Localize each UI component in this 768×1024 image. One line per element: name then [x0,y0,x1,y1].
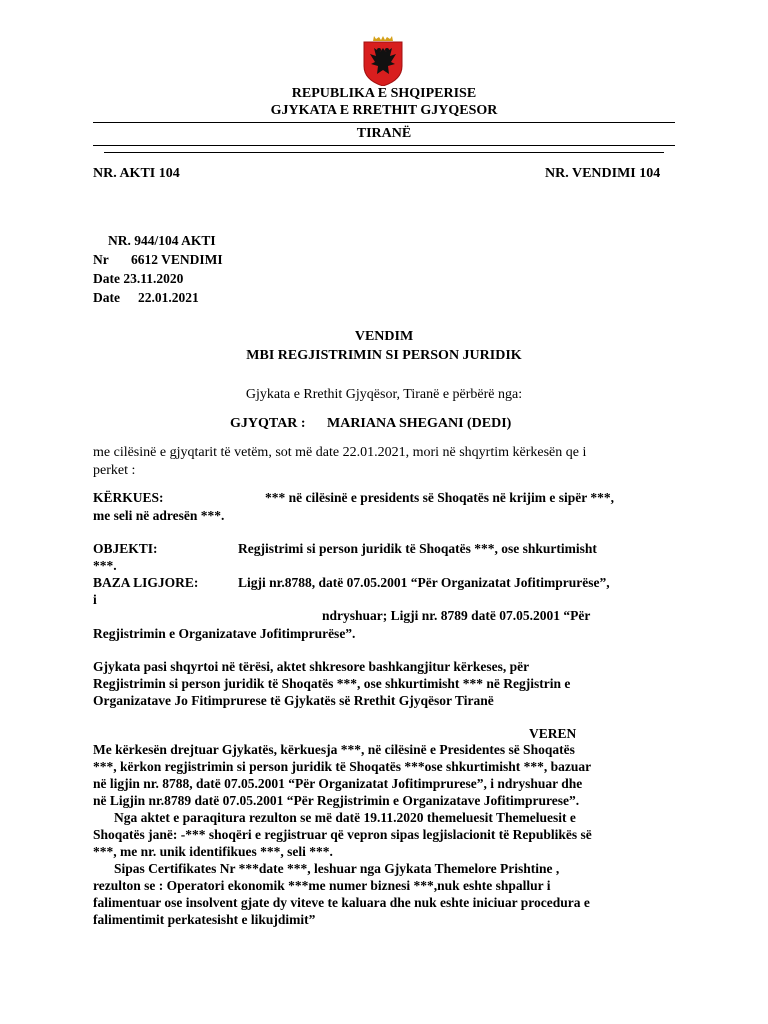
veren-p1-line-1: Me kërkesën drejtuar Gjykatës, kërkuesja ***, në cilësinë e Presidentes së Shoqatës [93,742,575,757]
header-republic: REPUBLIKA E SHQIPERISE [291,86,477,101]
baza-line-1: Ligji nr.8788, datë 07.05.2001 “Për Organizatat Jofitimprurëse”, [238,575,610,590]
kerkues-line-1: *** në cilësinë e presidents së Shoqatës në krijim e sipër ***, [265,490,614,505]
judge-label: GJYQTAR : [230,416,306,431]
veren-p3-line-3: falimentuar ose insolvent gjate dy viteve te kaluara dhe nuk eshte iniciuar procedura e [93,895,590,910]
header-divider-top [93,122,675,123]
objekti-line-2: ***. [93,558,117,573]
kerkues-line-2: me seli në adresën ***. [93,508,225,523]
shqyrtim-line-3: Organizatave Jo Fitimprurese të Gjykatës së Rrethit Gjyqësor Tiranë [93,693,494,708]
header-divider-bottom [104,152,664,153]
veren-p3-line-1: Sipas Certifikates Nr ***date ***, leshuar nga Gjykata Themelore Prishtine , [114,861,560,876]
baza-label: BAZA LIGJORE: [93,575,199,590]
baza-line-4: Regjistrimin e Organizatave Jofitimprurëse”. [93,626,356,641]
veren-p1-line-2: ***, kërkon regjistrimin si person juridik të Shoqatës ***ose shkurtimisht ***, bazuar [93,759,592,774]
ref-nr-value: 6612 VENDIMI [131,252,223,267]
nr-vendimi: NR. VENDIMI 104 [545,166,661,181]
veren-p1-line-4: në Ligjin nr.8789 datë 07.05.2001 “Për Regjistrimin e Organizatave Jofitimprurese”. [93,793,580,808]
veren-p3-line-2: rezulton se : Operatori ekonomik ***me numer biznesi ***,nuk eshte shpallur i [93,878,551,893]
header-court: GJYKATA E RRETHIT GJYQESOR [270,103,498,118]
baza-line-2: i [93,592,97,607]
objekti-line-1: Regjistrimi si person juridik të Shoqatës ***, ose shkurtimisht [238,541,597,556]
intro-line-1: me cilësinë e gjyqtarit të vetëm, sot më date 22.01.2021, mori në shqyrtim kërkesën qe i [93,445,587,460]
albanian-coat-of-arms-icon [362,36,404,86]
court-composition: Gjykata e Rrethit Gjyqësor, Tiranë e përbërë nga: [245,387,523,402]
header-city: TIRANË [356,126,412,141]
intro-line-2: perket : [93,463,136,478]
veren-p3-line-4: falimentimit perkatesisht e likujdimit” [93,912,316,927]
veren-p1-line-3: në ligjin nr. 8788, datë 07.05.2001 “Për Organizatat Jofitimprurese”, i ndryshuar dhe [93,776,583,791]
document-title: VENDIM [354,329,414,344]
header-divider-middle [93,145,675,146]
veren-p2-line-2: Shoqatës janë: -*** shoqëri e regjistruar që vepron sipas legjislacionit të Republikës së [93,827,592,842]
veren-heading: VEREN [529,726,577,741]
ref-nr-label: Nr [93,252,109,267]
judge-name: MARIANA SHEGANI (DEDI) [327,416,512,431]
kerkues-label: KËRKUES: [93,490,164,505]
baza-line-3: ndryshuar; Ligji nr. 8789 datë 07.05.2001 “Për [322,608,591,623]
ref-akti: NR. 944/104 AKTI [108,233,216,248]
ref-date-1: Date 23.11.2020 [93,271,184,286]
ref-date-2-label: Date [93,290,120,305]
objekti-label: OBJEKTI: [93,541,158,556]
document-subtitle: MBI REGJISTRIMIN SI PERSON JURIDIK [246,348,522,363]
veren-p2-line-1: Nga aktet e paraqitura rezulton se më datë 19.11.2020 themeluesit Themeluesit e [114,810,576,825]
veren-p2-line-3: ***, me nr. unik identifikues ***, seli ***. [93,844,333,859]
shqyrtim-line-2: Regjistrimin si person juridik të Shoqatës ***, ose shkurtimisht *** në Regjistrin e [93,676,571,691]
ref-date-2-value: 22.01.2021 [138,290,199,305]
nr-akti: NR. AKTI 104 [93,166,180,181]
shqyrtim-line-1: Gjykata pasi shqyrtoi në tërësi, aktet shkresore bashkangjitur kërkeses, për [93,659,530,674]
